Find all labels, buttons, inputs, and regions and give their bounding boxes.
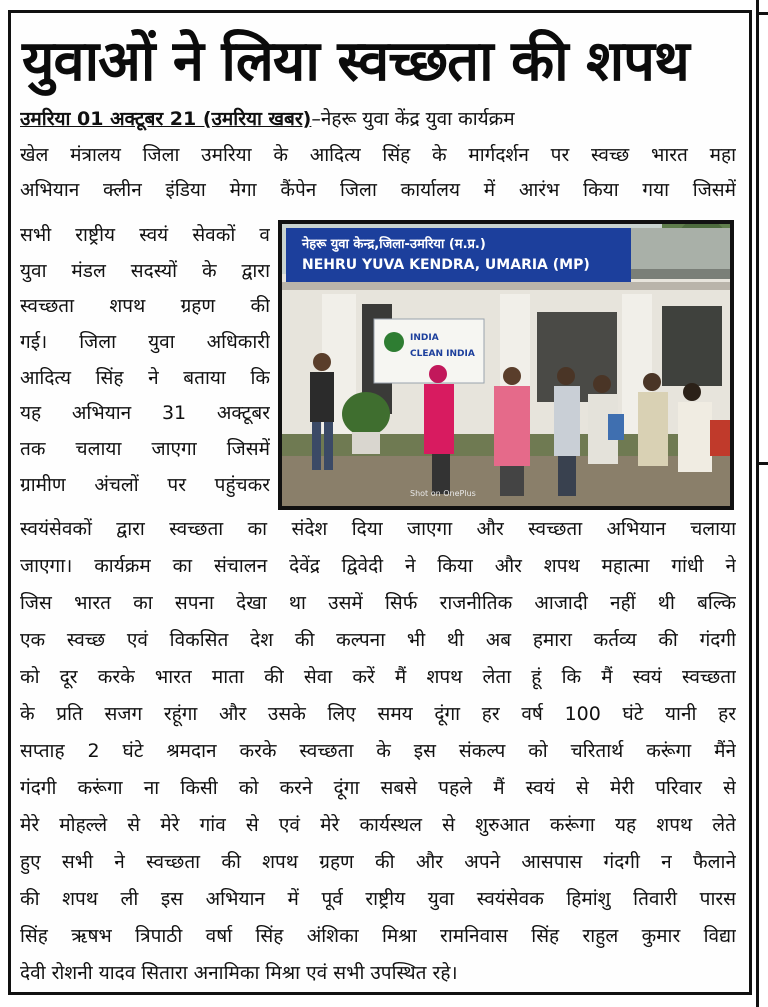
body-line: आदित्य सिंह ने बताया कि [20, 367, 270, 389]
sign-text-english: NEHRU YUVA KENDRA, UMARIA (MP) [302, 257, 590, 273]
body-line: तक चलाया जाएगा जिसमें [20, 438, 270, 460]
column-rule-tick [756, 462, 768, 465]
headline: युवाओं ने लिया स्वच्छता की शपथ [22, 29, 689, 94]
banner-text-2: CLEAN INDIA [410, 349, 475, 359]
lead-line [20, 104, 736, 134]
sign-text-hindi: नेहरू युवा केन्द्र,जिला-उमरिया (म.प्र.) [302, 237, 486, 252]
body-line: जिस भारत का सपना देखा था उसमें सिर्फ राजनीतिक आजादी नहीं थी बल्कि [20, 592, 736, 614]
body-line: ग्रामीण अंचलों पर पहुंचकर [20, 474, 270, 496]
lead-text: –नेहरू युवा केंद्र युवा कार्यक्रम [311, 108, 515, 130]
body-line: को दूर करके भारत माता की सेवा करें मैं शपथ लेता हूं कि मैं स्वयं स्वच्छता [20, 666, 736, 688]
column-rule [756, 0, 759, 1007]
body-line: एक स्वच्छ एवं विकसित देश की कल्पना भी थी अब हमारा कर्तव्य की गंदगी [20, 629, 736, 651]
body-line: के प्रति सजग रहूंगा और उसके लिए समय दूंगा हर वर्ष 100 घंटे यानी हर [20, 703, 736, 725]
body-line: स्वयंसेवकों द्वारा स्वच्छता का संदेश दिया जाएगा और स्वच्छता अभियान चलाया [20, 518, 736, 540]
body-line: जाएगा। कार्यक्रम का संचालन देवेंद्र द्विवेदी ने किया और शपथ महात्मा गांधी ने [20, 555, 736, 577]
body-line: युवा मंडल सदस्यों के द्वारा [20, 260, 270, 282]
body-line: स्वच्छता शपथ ग्रहण की [20, 295, 270, 317]
body-line: की शपथ ली इस अभियान में पूर्व राष्ट्रीय युवा स्वयंसेवक हिमांशु तिवारी पारस [20, 888, 736, 910]
event-photo [278, 220, 734, 510]
body-line: हुए सभी ने स्वच्छता की शपथ ग्रहण की और अपने आसपास गंदगी न फैलाने [20, 851, 736, 873]
photo-watermark: Shot on OnePlus [410, 489, 476, 498]
event-photo-illustration [282, 224, 730, 506]
body-line: गई। जिला युवा अधिकारी [20, 331, 270, 353]
body-line: गंदगी करूंगा ना किसी को करने दूंगा सबसे पहले मैं स्वयं से मेरी परिवार से [20, 777, 736, 799]
body-line: सभी राष्ट्रीय स्वयं सेवकों व [20, 224, 270, 246]
body-line: सप्ताह 2 घंटे श्रमदान करके स्वच्छता के इस संकल्प को चरितार्थ करूंगा मैंने [20, 740, 736, 762]
body-line: मेरे मोहल्ले से मेरे गांव से एवं मेरे कार्यस्थल से शुरुआत करूंगा यह शपथ लेते [20, 814, 736, 836]
body-line: अभियान क्लीन इंडिया मेगा कैंपेन जिला कार्यालय में आरंभ किया गया जिसमें [20, 179, 736, 201]
banner-text-1: INDIA [410, 333, 439, 343]
body-line: यह अभियान 31 अक्टूबर [20, 402, 270, 424]
column-rule-tick [756, 12, 768, 15]
body-line-last: देवी रोशनी यादव सितारा अनामिका मिश्रा एवं सभी उपस्थित रहे। [20, 962, 458, 984]
dateline: उमरिया 01 अक्टूबर 21 (उमरिया खबर) [20, 108, 312, 130]
body-line: खेल मंत्रालय जिला उमरिया के आदित्य सिंह के मार्गदर्शन पर स्वच्छ भारत महा [20, 144, 736, 166]
body-line: सिंह ऋषभ त्रिपाठी वर्षा सिंह अंशिका मिश्रा रामनिवास सिंह राहुल कुमार विद्या [20, 925, 736, 947]
